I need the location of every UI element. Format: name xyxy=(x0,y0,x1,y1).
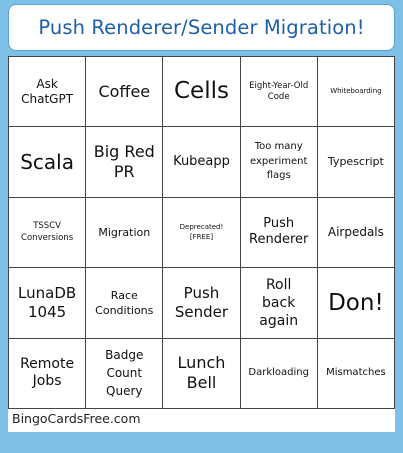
bingo-cell[interactable] xyxy=(86,127,163,197)
bingo-cell[interactable] xyxy=(318,127,395,197)
cell-text: Badge Count Query xyxy=(105,348,144,399)
cell-text: Lunch Bell xyxy=(177,353,226,393)
cell-text: Too many experiment flags xyxy=(249,141,308,182)
cell-text: Don! xyxy=(328,289,384,316)
cell-text: TSSCV Conversions xyxy=(21,220,74,244)
cell-text: Mismatches xyxy=(326,367,386,379)
footer-site-link[interactable]: BingoCardsFree.com xyxy=(12,411,141,426)
bingo-cell[interactable] xyxy=(86,57,163,127)
bingo-cell[interactable] xyxy=(86,268,163,338)
card-title: Push Renderer/Sender Migration! xyxy=(38,16,365,39)
bingo-cell[interactable] xyxy=(86,198,163,268)
cell-text: Race Conditions xyxy=(95,288,154,317)
cell-text: Migration xyxy=(98,225,151,239)
cell-text: Push Renderer xyxy=(249,216,309,248)
cell-text: Darkloading xyxy=(248,367,309,379)
bingo-cell[interactable] xyxy=(163,339,240,409)
cell-text: LunaDB 1045 xyxy=(18,284,77,321)
cell-text: Typescript xyxy=(327,155,384,169)
bingo-cell[interactable] xyxy=(241,268,318,338)
bingo-cell[interactable] xyxy=(318,339,395,409)
cell-text: Push Sender xyxy=(174,284,229,321)
bingo-cell[interactable] xyxy=(9,198,86,268)
cell-text: Deprecated! [FREE] xyxy=(179,222,224,242)
bingo-cell[interactable] xyxy=(163,268,240,338)
bingo-cell[interactable] xyxy=(241,339,318,409)
cell-text: Kubeapp xyxy=(173,153,230,169)
cell-text: Eight-Year-Old Code xyxy=(249,81,309,102)
bingo-cell[interactable] xyxy=(86,339,163,409)
cell-text: Remote Jobs xyxy=(20,355,75,390)
cell-text: Coffee xyxy=(98,81,151,101)
bingo-cell[interactable] xyxy=(318,198,395,268)
bingo-cell[interactable] xyxy=(163,127,240,197)
bingo-cell[interactable] xyxy=(163,57,240,127)
bingo-cell[interactable] xyxy=(318,268,395,338)
bingo-card xyxy=(8,56,395,432)
bingo-cell[interactable] xyxy=(241,198,318,268)
cell-text: Whiteboarding xyxy=(330,87,382,96)
cell-text: Roll back again xyxy=(259,276,299,329)
bingo-grid xyxy=(8,56,395,409)
cell-text: Cells xyxy=(174,78,229,105)
bingo-cell[interactable] xyxy=(9,268,86,338)
cell-text: Airpedals xyxy=(327,224,384,239)
bingo-cell[interactable] xyxy=(163,198,240,268)
cell-text: Scala xyxy=(20,149,74,174)
bingo-cell[interactable] xyxy=(9,57,86,127)
card-title-banner xyxy=(8,4,395,51)
bingo-cell[interactable] xyxy=(241,127,318,197)
bingo-cell[interactable] xyxy=(241,57,318,127)
bingo-cell[interactable] xyxy=(9,127,86,197)
cell-text: Ask ChatGPT xyxy=(21,76,74,106)
cell-text: Big Red PR xyxy=(93,142,155,182)
bingo-cell[interactable] xyxy=(318,57,395,127)
bingo-cell[interactable] xyxy=(9,339,86,409)
